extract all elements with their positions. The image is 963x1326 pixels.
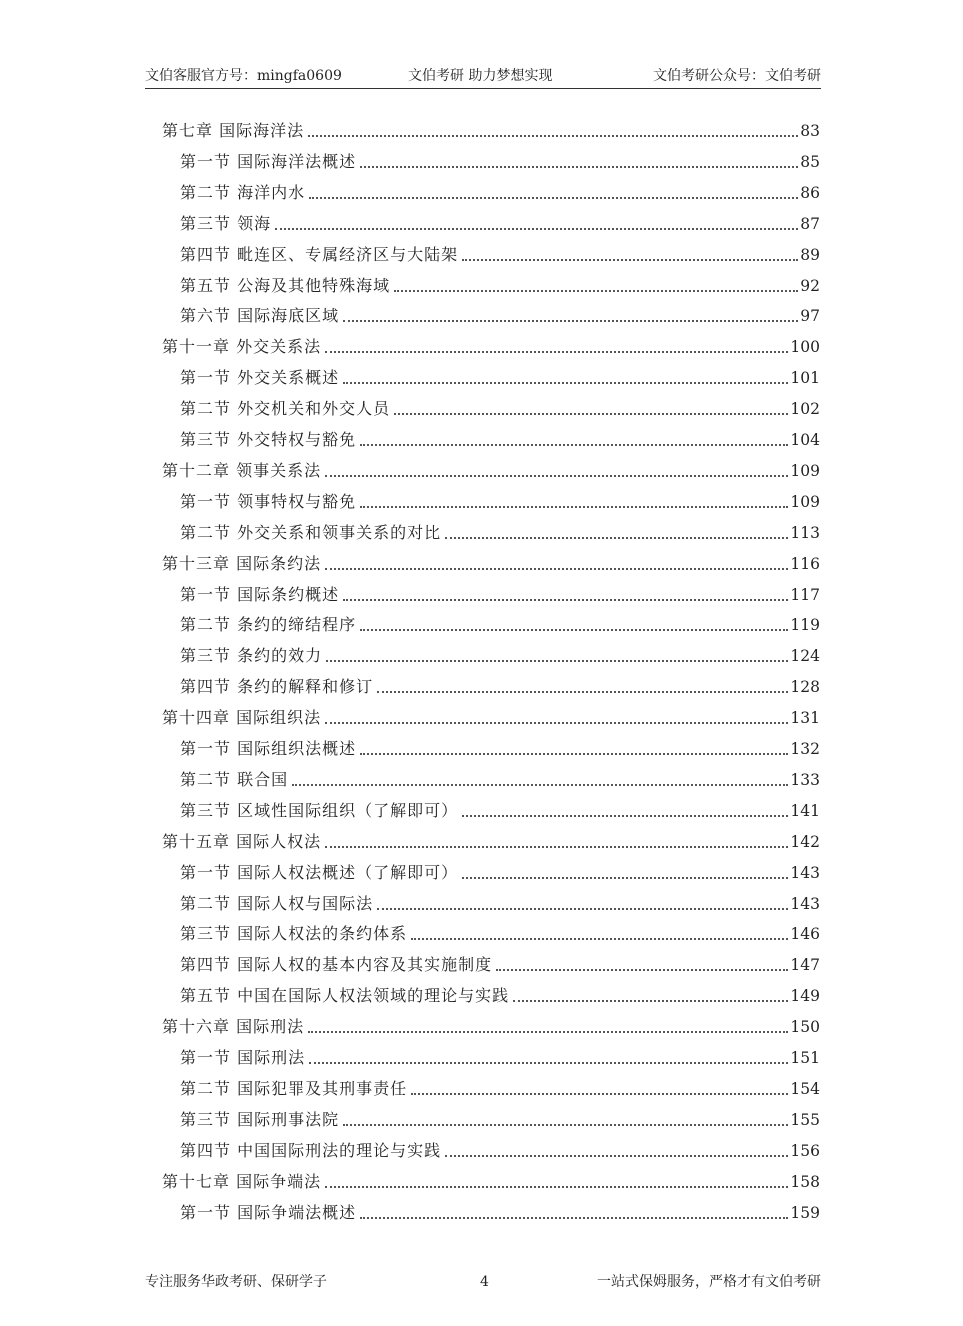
- toc-entry-label: 第二节 海洋内水: [180, 182, 306, 202]
- toc-entry-label: 第五节 公海及其他特殊海域: [180, 275, 391, 295]
- footer-right-text: 一站式保姆服务，严格才有文伯考研: [597, 1274, 821, 1290]
- toc-entry-page: 142: [790, 832, 820, 851]
- toc-section-entry[interactable]: [180, 206, 820, 236]
- toc-entry-page: 113: [790, 523, 820, 542]
- toc-entry-page: 97: [800, 307, 820, 326]
- toc-section-entry[interactable]: [180, 947, 820, 977]
- toc-entry-page: 100: [790, 338, 820, 357]
- toc-entry-label: 第二节 国际犯罪及其刑事责任: [180, 1078, 408, 1098]
- toc-entry-page: 116: [790, 554, 820, 573]
- toc-entry-page: 109: [790, 461, 820, 480]
- toc-dot-leader: [326, 660, 788, 662]
- toc-entry-page: 104: [790, 431, 820, 449]
- footer-page-number: 4: [480, 1274, 489, 1290]
- toc-entry-label: 第三节 条约的效力: [180, 646, 323, 666]
- toc-section-entry[interactable]: [180, 855, 820, 885]
- toc-dot-leader: [411, 938, 788, 940]
- toc-dot-leader: [377, 908, 788, 910]
- toc-dot-leader: [445, 537, 788, 539]
- toc-section-entry[interactable]: [180, 577, 820, 607]
- toc-entry-page: 149: [790, 987, 820, 1006]
- toc-entry-label: 第七章 国际海洋法: [162, 121, 305, 140]
- toc-entry-label: 第二节 国际人权与国际法: [180, 893, 374, 913]
- toc-section-entry[interactable]: [180, 144, 820, 174]
- toc-entry-label: 第五节 中国在国际人权法领域的理论与实践: [180, 986, 510, 1006]
- toc-entry-label: 第十四章 国际组织法: [162, 708, 322, 728]
- toc-entry-page: 150: [790, 1018, 820, 1037]
- toc-entry-label: 第四节 毗连区、专属经济区与大陆架: [180, 244, 459, 264]
- toc-entry-page: 117: [790, 585, 820, 604]
- toc-entry-page: 143: [790, 863, 820, 882]
- toc-dot-leader: [325, 351, 788, 353]
- toc-dot-leader: [343, 1124, 788, 1126]
- toc-dot-leader: [360, 1217, 788, 1219]
- toc-entry-page: 109: [790, 492, 820, 511]
- toc-section-entry[interactable]: [180, 916, 820, 946]
- toc-section-entry[interactable]: [180, 762, 820, 792]
- header-left-text: 文伯客服官方号：mingfa0609: [145, 68, 342, 84]
- toc-dot-leader: [445, 1155, 788, 1157]
- toc-section-entry[interactable]: [180, 1195, 820, 1225]
- toc-section-entry[interactable]: [180, 793, 820, 823]
- toc-entry-page: 158: [790, 1172, 820, 1191]
- toc-entry-page: 83: [800, 122, 820, 140]
- toc-dot-leader: [394, 413, 788, 415]
- toc-section-entry[interactable]: [180, 1040, 820, 1070]
- toc-entry-label: 第三节 区域性国际组织（了解即可）: [180, 800, 459, 820]
- toc-chapter-entry[interactable]: [162, 113, 820, 143]
- page-footer: [145, 1272, 821, 1292]
- toc-section-entry[interactable]: [180, 298, 820, 328]
- toc-dot-leader: [360, 166, 798, 168]
- toc-dot-leader: [343, 320, 798, 322]
- toc-dot-leader: [462, 877, 788, 879]
- toc-chapter-entry[interactable]: [162, 329, 820, 359]
- toc-dot-leader: [394, 290, 798, 292]
- toc-entry-label: 第三节 领海: [180, 213, 272, 233]
- toc-entry-label: 第一节 领事特权与豁免: [180, 491, 357, 511]
- toc-section-entry[interactable]: [180, 175, 820, 205]
- toc-entry-page: 89: [800, 245, 820, 264]
- toc-dot-leader: [360, 753, 788, 755]
- toc-entry-label: 第十五章 国际人权法: [162, 831, 322, 851]
- toc-dot-leader: [308, 135, 798, 137]
- toc-entry-label: 第二节 条约的缔结程序: [180, 615, 357, 635]
- toc-chapter-entry[interactable]: [162, 453, 820, 483]
- toc-dot-leader: [360, 444, 788, 446]
- toc-entry-page: 119: [790, 616, 820, 635]
- toc-section-entry[interactable]: [180, 268, 820, 298]
- toc-entry-page: 102: [790, 400, 820, 419]
- toc-entry-label: 第四节 国际人权的基本内容及其实施制度: [180, 955, 493, 975]
- toc-entry-page: 146: [790, 925, 820, 944]
- toc-section-entry[interactable]: [180, 360, 820, 390]
- toc-entry-label: 第六节 国际海底区域: [180, 306, 340, 326]
- toc-entry-label: 第一节 国际组织法概述: [180, 739, 357, 758]
- toc-dot-leader: [325, 722, 788, 724]
- toc-entry-page: 101: [790, 369, 820, 388]
- toc-entry-label: 第十三章 国际条约法: [162, 553, 322, 573]
- toc-entry-label: 第二节 外交关系和领事关系的对比: [180, 522, 442, 542]
- toc-dot-leader: [462, 815, 788, 817]
- footer-left-text: 专注服务华政考研、保研学子: [145, 1274, 327, 1290]
- toc-dot-leader: [360, 506, 788, 508]
- toc-entry-label: 第一节 国际条约概述: [180, 584, 340, 604]
- toc-entry-page: 141: [790, 801, 820, 820]
- toc-entry-page: 159: [790, 1203, 820, 1222]
- toc-section-entry[interactable]: [180, 978, 820, 1008]
- toc-section-entry[interactable]: [180, 422, 820, 452]
- toc-entry-page: 87: [800, 214, 820, 233]
- toc-entry-label: 第十一章 外交关系法: [162, 337, 322, 357]
- page-header: [145, 66, 821, 89]
- toc-dot-leader: [360, 629, 788, 631]
- toc-entry-label: 第二节 联合国: [180, 769, 289, 789]
- toc-section-entry[interactable]: [180, 237, 820, 267]
- toc-entry-page: 147: [790, 956, 820, 975]
- toc-entry-page: 132: [790, 740, 820, 758]
- toc-dot-leader: [411, 1093, 788, 1095]
- toc-entry-page: 156: [790, 1141, 820, 1160]
- toc-section-entry[interactable]: [180, 391, 820, 421]
- toc-dot-leader: [308, 1031, 788, 1033]
- toc-chapter-entry[interactable]: [162, 546, 820, 576]
- toc-section-entry[interactable]: [180, 638, 820, 668]
- toc-entry-label: 第一节 外交关系概述: [180, 368, 340, 388]
- toc-dot-leader: [325, 568, 788, 570]
- toc-entry-page: 86: [800, 183, 820, 202]
- toc-chapter-entry[interactable]: [162, 1009, 820, 1039]
- toc-entry-label: 第三节 国际刑事法院: [180, 1109, 340, 1129]
- toc-entry-label: 第二节 外交机关和外交人员: [180, 399, 391, 419]
- header-center-text: 文伯考研 助力梦想实现: [408, 68, 553, 84]
- toc-section-entry[interactable]: [180, 515, 820, 545]
- toc-entry-page: 131: [790, 709, 820, 728]
- toc-entry-label: 第四节 条约的解释和修订: [180, 677, 374, 697]
- toc-section-entry[interactable]: [180, 1102, 820, 1132]
- toc-dot-leader: [377, 691, 788, 693]
- toc-entry-page: 92: [800, 276, 820, 295]
- toc-dot-leader: [309, 197, 798, 199]
- toc-entry-page: 128: [790, 678, 820, 697]
- toc-dot-leader: [496, 969, 788, 971]
- toc-entry-label: 第一节 国际海洋法概述: [180, 151, 357, 171]
- toc-chapter-entry[interactable]: [162, 824, 820, 854]
- toc-entry-page: 151: [790, 1049, 820, 1067]
- toc-entry-page: 124: [790, 647, 820, 666]
- toc-section-entry[interactable]: [180, 607, 820, 637]
- toc-entry-label: 第三节 国际人权法的条约体系: [180, 924, 408, 944]
- toc-entry-label: 第三节 外交特权与豁免: [180, 430, 357, 449]
- toc-entry-page: 133: [790, 770, 820, 789]
- toc-dot-leader: [309, 1062, 788, 1064]
- toc-entry-label: 第一节 国际争端法概述: [180, 1202, 357, 1222]
- toc-section-entry[interactable]: [180, 886, 820, 916]
- toc-entry-page: 143: [790, 894, 820, 913]
- toc-section-entry[interactable]: [180, 1071, 820, 1101]
- toc-entry-label: 第十二章 领事关系法: [162, 460, 322, 480]
- toc-section-entry[interactable]: [180, 1133, 820, 1163]
- toc-dot-leader: [325, 475, 788, 477]
- toc-entry-label: 第一节 国际刑法: [180, 1048, 306, 1067]
- toc-entry-page: 155: [790, 1110, 820, 1129]
- toc-entry-label: 第十七章 国际争端法: [162, 1171, 322, 1191]
- toc-entry-label: 第四节 中国国际刑法的理论与实践: [180, 1140, 442, 1160]
- toc-dot-leader: [275, 228, 798, 230]
- toc-dot-leader: [343, 382, 788, 384]
- toc-section-entry[interactable]: [180, 669, 820, 699]
- toc-dot-leader: [513, 1000, 788, 1002]
- toc-chapter-entry[interactable]: [162, 1164, 820, 1194]
- toc-entry-page: 85: [800, 152, 820, 171]
- toc-entry-label: 第十六章 国际刑法: [162, 1017, 305, 1037]
- toc-dot-leader: [325, 846, 788, 848]
- header-right-text: 文伯考研公众号：文伯考研: [653, 68, 821, 84]
- toc-dot-leader: [343, 599, 788, 601]
- toc-entry-page: 154: [790, 1079, 820, 1098]
- toc-section-entry[interactable]: [180, 731, 820, 761]
- toc-dot-leader: [462, 259, 798, 261]
- toc-section-entry[interactable]: [180, 484, 820, 514]
- toc-dot-leader: [292, 784, 788, 786]
- toc-chapter-entry[interactable]: [162, 700, 820, 730]
- toc-dot-leader: [325, 1186, 788, 1188]
- toc-entry-label: 第一节 国际人权法概述（了解即可）: [180, 862, 459, 882]
